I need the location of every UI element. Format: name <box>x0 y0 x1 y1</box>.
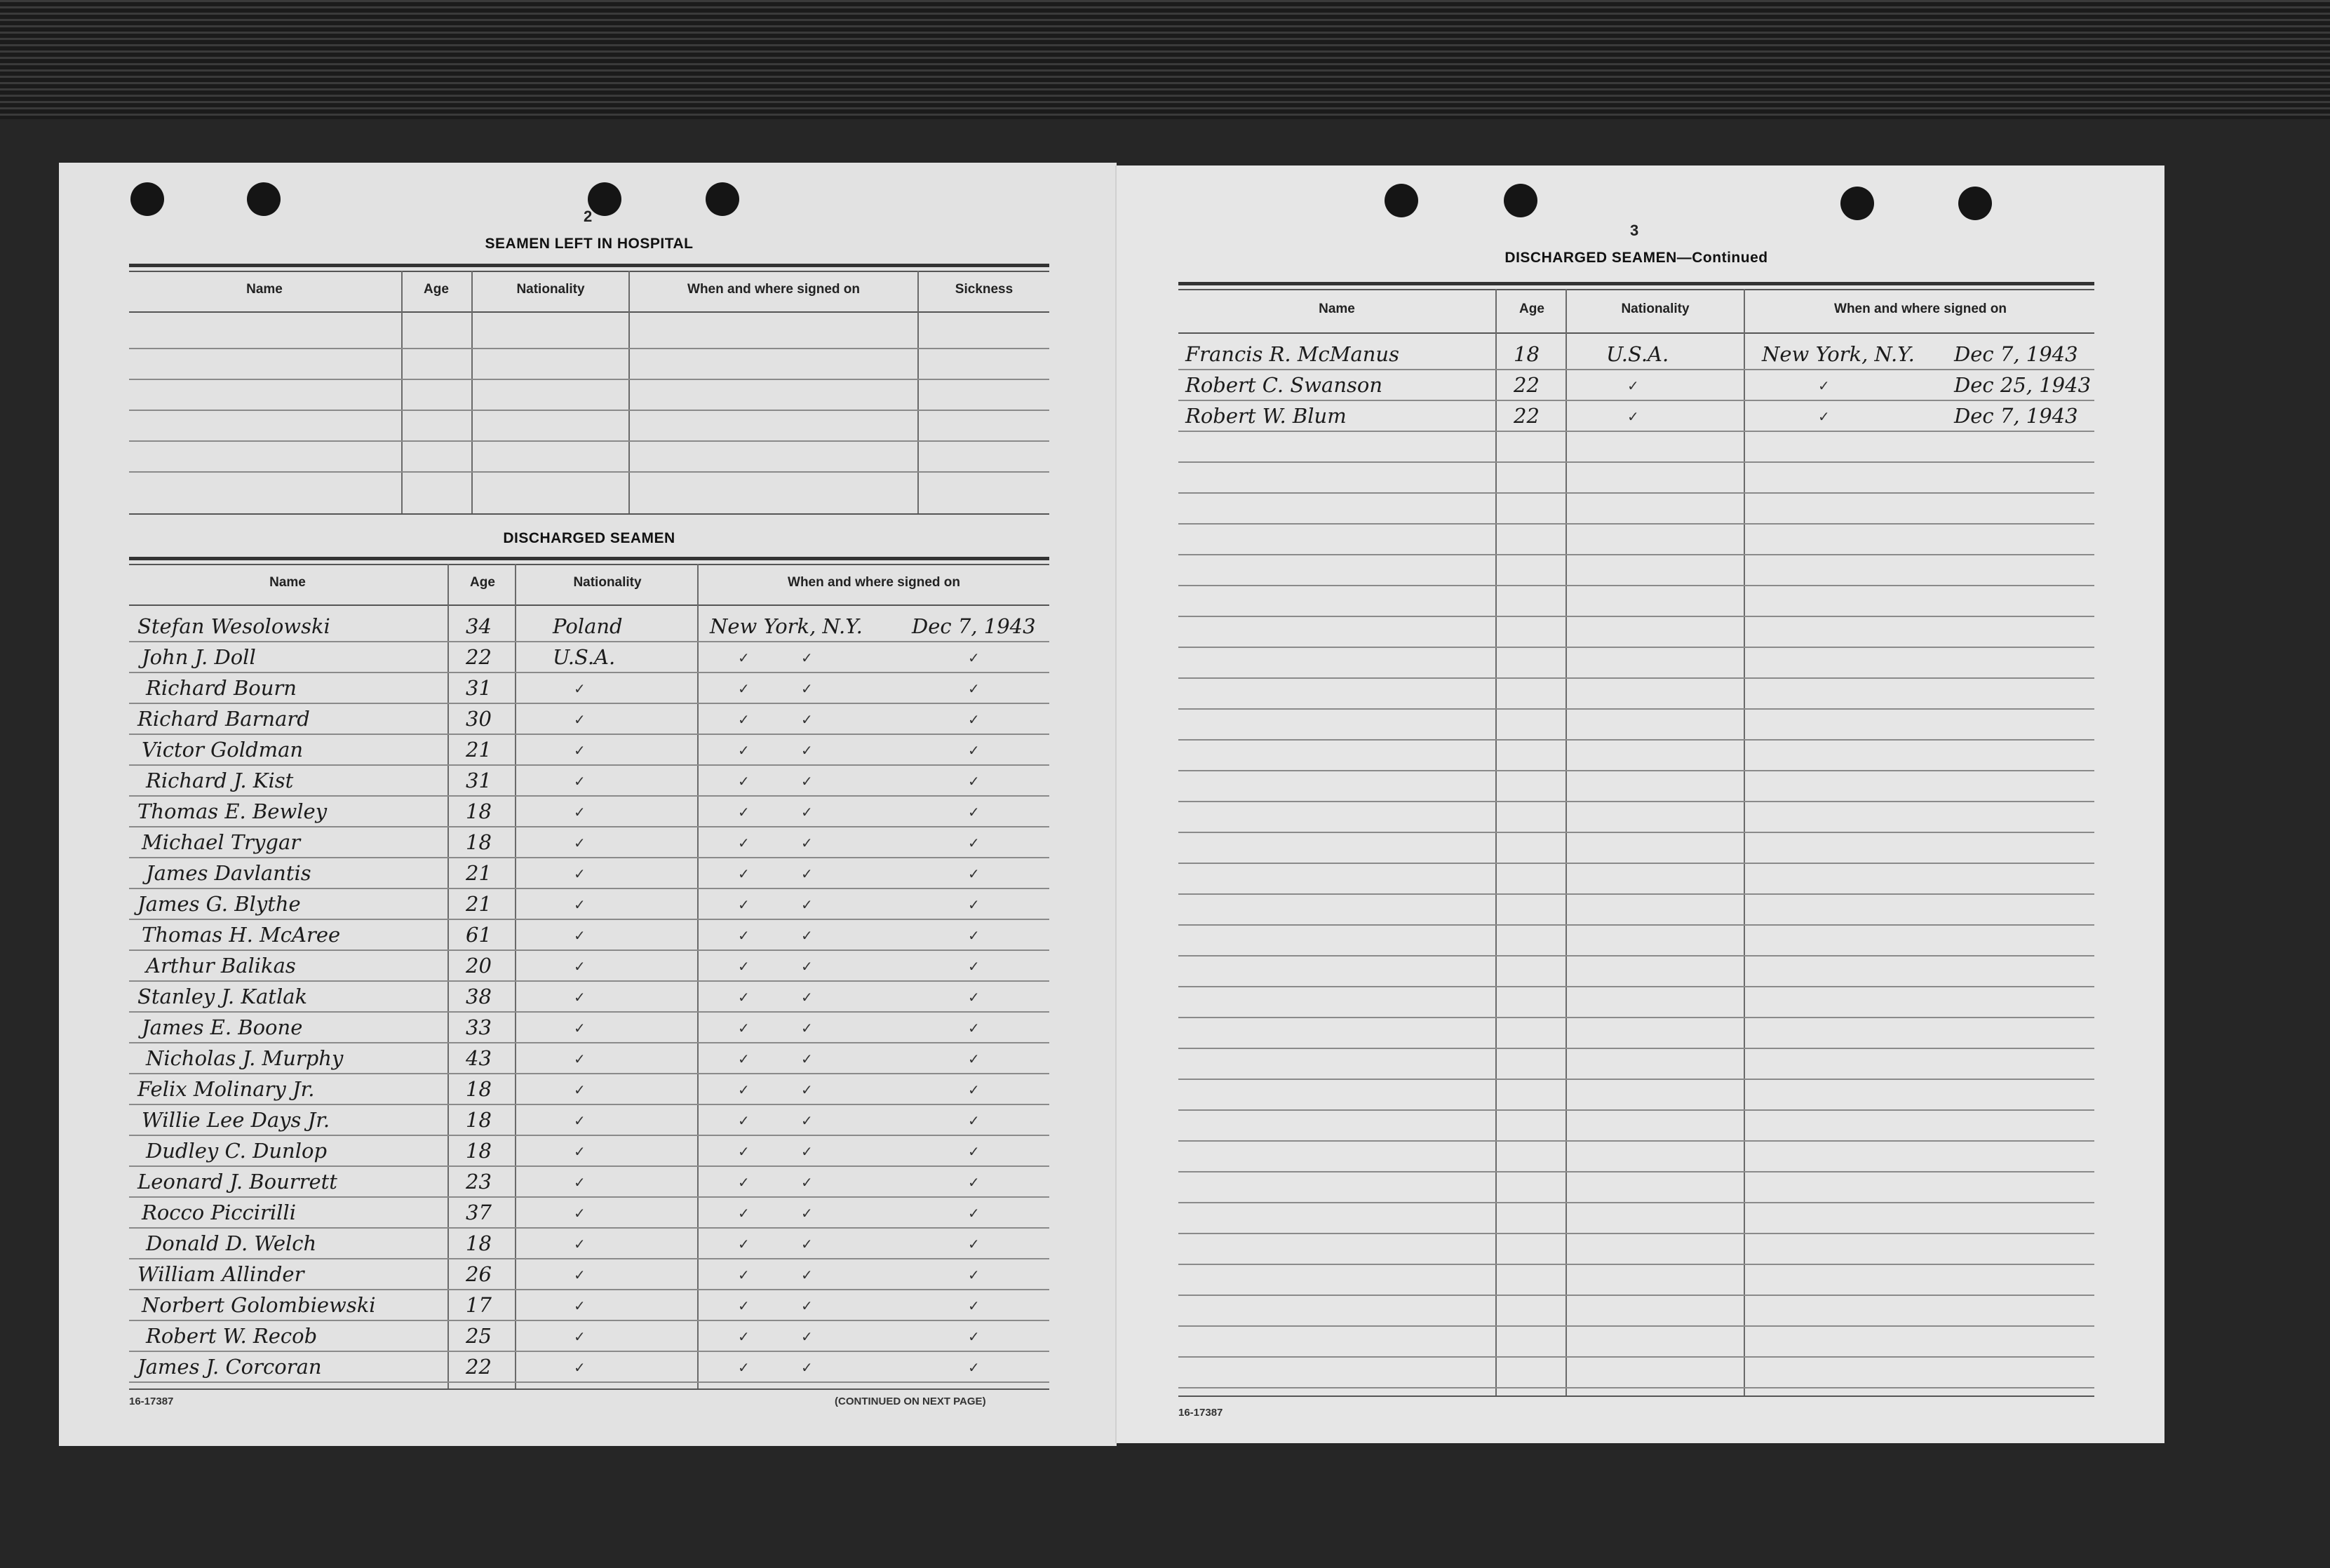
ditto-mark: ✓ <box>738 896 750 913</box>
table-rule <box>1178 1264 2094 1265</box>
table-rule <box>1178 1387 2094 1388</box>
ditto-mark: ✓ <box>574 711 586 728</box>
seaman-name: James G. Blythe <box>137 892 301 916</box>
ditto-mark: ✓ <box>801 1359 813 1376</box>
ditto-mark: ✓ <box>738 1050 750 1067</box>
ditto-mark: ✓ <box>801 1205 813 1222</box>
punch-hole <box>1504 184 1537 217</box>
ditto-mark: ✓ <box>574 834 586 851</box>
ditto-mark: ✓ <box>738 989 750 1006</box>
ditto-mark: ✓ <box>968 958 980 975</box>
seaman-name: Thomas E. Bewley <box>137 799 328 823</box>
column-divider <box>1744 289 1745 1397</box>
table-rule <box>1178 1017 2094 1018</box>
ditto-mark: ✓ <box>738 1174 750 1191</box>
punch-hole <box>1385 184 1418 217</box>
seaman-name: Stanley J. Katlak <box>137 985 308 1008</box>
ditto-mark: ✓ <box>738 1112 750 1129</box>
seaman-name: Robert C. Swanson <box>1185 373 1383 397</box>
seaman-name: Nicholas J. Murphy <box>146 1046 344 1070</box>
ditto-mark: ✓ <box>738 927 750 944</box>
table-rule <box>1178 1202 2094 1203</box>
ditto-mark: ✓ <box>738 1297 750 1314</box>
column-divider <box>471 271 473 515</box>
form-number: 16-17387 <box>129 1395 174 1407</box>
ditto-mark: ✓ <box>738 742 750 759</box>
seaman-nationality: U.S.A. <box>553 645 616 669</box>
table-rule <box>129 1073 1049 1074</box>
table-rule <box>129 641 1049 642</box>
ditto-mark: ✓ <box>968 680 980 697</box>
ditto-mark: ✓ <box>801 989 813 1006</box>
ditto-mark: ✓ <box>574 742 586 759</box>
seaman-age: 34 <box>466 614 492 638</box>
seaman-age: 61 <box>466 923 492 947</box>
ditto-mark: ✓ <box>968 711 980 728</box>
ditto-mark: ✓ <box>574 1143 586 1160</box>
signed-on-date: Dec 7, 1943 <box>1954 342 2078 366</box>
table-rule <box>1178 289 2094 290</box>
seaman-age: 22 <box>466 645 492 669</box>
ditto-mark: ✓ <box>968 989 980 1006</box>
ditto-mark: ✓ <box>801 1112 813 1129</box>
table-rule <box>129 703 1049 704</box>
table-rule <box>1178 801 2094 802</box>
ditto-mark: ✓ <box>574 1328 586 1345</box>
table-rule <box>1178 1233 2094 1234</box>
seaman-age: 30 <box>466 707 492 731</box>
ditto-mark: ✓ <box>738 711 750 728</box>
seaman-age: 25 <box>466 1324 492 1348</box>
table-rule <box>129 1135 1049 1136</box>
signed-on-date: Dec 7, 1943 <box>1954 404 2078 428</box>
ditto-mark: ✓ <box>801 1236 813 1252</box>
table-rule <box>1178 955 2094 957</box>
table-rule <box>129 1388 1049 1390</box>
table-rule <box>1178 431 2094 432</box>
table-rule <box>129 1165 1049 1167</box>
ditto-mark: ✓ <box>738 773 750 790</box>
table-rule <box>129 564 1049 565</box>
ditto-mark: ✓ <box>1818 377 1830 394</box>
ditto-mark: ✓ <box>801 1297 813 1314</box>
table-rule <box>1178 1395 2094 1397</box>
seaman-name: Leonard J. Bourrett <box>137 1170 337 1194</box>
seaman-name: James J. Corcoran <box>137 1355 322 1379</box>
table-rule <box>1178 523 2094 525</box>
ditto-mark: ✓ <box>968 834 980 851</box>
table-rule <box>129 1351 1049 1352</box>
signed-on-date: Dec 25, 1943 <box>1954 373 2092 397</box>
ditto-mark: ✓ <box>801 649 813 666</box>
table-rule <box>129 857 1049 858</box>
ditto-mark: ✓ <box>574 773 586 790</box>
ditto-mark: ✓ <box>968 1205 980 1222</box>
table-rule <box>129 919 1049 920</box>
ditto-mark: ✓ <box>738 680 750 697</box>
table-rule <box>1178 461 2094 463</box>
column-divider <box>917 271 919 515</box>
ditto-mark: ✓ <box>968 1020 980 1036</box>
ditto-mark: ✓ <box>738 649 750 666</box>
table-rule <box>1178 369 2094 370</box>
table-rule <box>1178 1048 2094 1049</box>
seaman-name: Donald D. Welch <box>146 1231 317 1255</box>
ditto-mark: ✓ <box>968 927 980 944</box>
punch-hole <box>247 182 281 216</box>
table-rule <box>1178 739 2094 741</box>
seaman-age: 21 <box>466 892 492 916</box>
form-number: 16-17387 <box>1178 1407 1223 1419</box>
film-border <box>0 0 2330 119</box>
table-rule <box>1178 893 2094 895</box>
continued-note: (CONTINUED ON NEXT PAGE) <box>835 1395 986 1407</box>
ditto-mark: ✓ <box>738 865 750 882</box>
column-header: Age <box>470 575 495 590</box>
ditto-mark: ✓ <box>801 958 813 975</box>
seaman-age: 22 <box>466 1355 492 1379</box>
seaman-age: 38 <box>466 985 492 1008</box>
ditto-mark: ✓ <box>801 1174 813 1191</box>
column-divider <box>697 564 699 1390</box>
table-rule <box>1178 924 2094 926</box>
page-number: 2 <box>584 208 593 225</box>
ditto-mark: ✓ <box>801 896 813 913</box>
ditto-mark: ✓ <box>574 989 586 1006</box>
ditto-mark: ✓ <box>738 1266 750 1283</box>
seaman-age: 31 <box>466 676 492 700</box>
ditto-mark: ✓ <box>574 1297 586 1314</box>
signed-on-date: Dec 7, 1943 <box>912 614 1036 638</box>
seaman-age: 21 <box>466 738 492 762</box>
punch-hole <box>1840 187 1874 220</box>
ditto-mark: ✓ <box>738 1236 750 1252</box>
table-rule <box>1178 1140 2094 1142</box>
hospital-section-title: SEAMEN LEFT IN HOSPITAL <box>485 236 694 252</box>
ditto-mark: ✓ <box>968 1266 980 1283</box>
ditto-mark: ✓ <box>738 804 750 820</box>
punch-hole <box>706 182 739 216</box>
seaman-age: 43 <box>466 1046 492 1070</box>
table-rule <box>1178 647 2094 648</box>
column-header: When and where signed on <box>788 575 960 590</box>
ditto-mark: ✓ <box>738 1143 750 1160</box>
ditto-mark: ✓ <box>738 1020 750 1036</box>
table-rule <box>129 513 1049 515</box>
table-rule <box>129 1258 1049 1259</box>
ditto-mark: ✓ <box>738 1205 750 1222</box>
table-rule <box>1178 677 2094 679</box>
column-header: Name <box>269 575 306 590</box>
table-rule <box>1178 282 2094 285</box>
ditto-mark: ✓ <box>968 1143 980 1160</box>
ditto-mark: ✓ <box>801 927 813 944</box>
seaman-name: Victor Goldman <box>142 738 304 762</box>
table-rule <box>129 764 1049 766</box>
table-rule <box>129 604 1049 606</box>
ditto-mark: ✓ <box>801 1143 813 1160</box>
column-header: Age <box>424 282 449 297</box>
ditto-mark: ✓ <box>801 1020 813 1036</box>
seaman-age: 18 <box>466 830 492 854</box>
ditto-mark: ✓ <box>801 1050 813 1067</box>
table-rule <box>129 264 1049 267</box>
seaman-name: John J. Doll <box>142 645 256 669</box>
seaman-age: 18 <box>466 1077 492 1101</box>
ditto-mark: ✓ <box>738 834 750 851</box>
table-rule <box>129 734 1049 735</box>
seaman-name: Felix Molinary Jr. <box>137 1077 315 1101</box>
table-rule <box>1178 1325 2094 1327</box>
ditto-mark: ✓ <box>968 1050 980 1067</box>
seaman-name: Dudley C. Dunlop <box>146 1139 328 1163</box>
ditto-mark: ✓ <box>801 680 813 697</box>
ditto-mark: ✓ <box>738 1359 750 1376</box>
ditto-mark: ✓ <box>968 1236 980 1252</box>
column-divider <box>515 564 516 1390</box>
seaman-name: Willie Lee Days Jr. <box>142 1108 330 1132</box>
ditto-mark: ✓ <box>574 1081 586 1098</box>
table-rule <box>1178 1109 2094 1111</box>
table-rule <box>1178 554 2094 555</box>
column-divider <box>628 271 630 515</box>
seaman-age: 17 <box>466 1293 492 1317</box>
signed-on-place: New York, N.Y. <box>1762 342 1915 366</box>
seaman-age: 26 <box>466 1262 492 1286</box>
table-rule <box>1178 585 2094 586</box>
ditto-mark: ✓ <box>801 1081 813 1098</box>
column-divider <box>401 271 403 515</box>
table-rule <box>129 672 1049 673</box>
ditto-mark: ✓ <box>574 896 586 913</box>
ditto-mark: ✓ <box>574 1050 586 1067</box>
ditto-mark: ✓ <box>801 834 813 851</box>
punch-hole <box>588 182 621 216</box>
seaman-name: Richard Barnard <box>137 707 310 731</box>
seaman-name: Michael Trygar <box>142 830 301 854</box>
table-rule <box>129 980 1049 982</box>
seaman-age: 33 <box>466 1015 492 1039</box>
column-header: Nationality <box>573 575 642 590</box>
table-rule <box>129 949 1049 951</box>
ditto-mark: ✓ <box>574 1236 586 1252</box>
seaman-name: Norbert Golombiewski <box>142 1293 376 1317</box>
column-header: Nationality <box>516 282 585 297</box>
ditto-mark: ✓ <box>738 1328 750 1345</box>
ditto-mark: ✓ <box>801 865 813 882</box>
seaman-age: 18 <box>466 1108 492 1132</box>
seaman-nationality: Poland <box>553 614 623 638</box>
ditto-mark: ✓ <box>574 865 586 882</box>
seaman-name: Robert W. Blum <box>1185 404 1347 428</box>
seaman-age: 21 <box>466 861 492 885</box>
seaman-name: James Davlantis <box>146 861 311 885</box>
seaman-age: 18 <box>466 1231 492 1255</box>
ditto-mark: ✓ <box>574 927 586 944</box>
ditto-mark: ✓ <box>574 1266 586 1283</box>
table-rule <box>129 1042 1049 1043</box>
ditto-mark: ✓ <box>968 1359 980 1376</box>
ditto-mark: ✓ <box>968 773 980 790</box>
punch-hole <box>130 182 164 216</box>
seaman-age: 22 <box>1514 373 1540 397</box>
seaman-age: 18 <box>466 1139 492 1163</box>
ditto-mark: ✓ <box>968 1081 980 1098</box>
ditto-mark: ✓ <box>574 1359 586 1376</box>
column-header: When and where signed on <box>687 282 860 297</box>
ditto-mark: ✓ <box>574 1112 586 1129</box>
seaman-name: Thomas H. McAree <box>142 923 341 947</box>
ditto-mark: ✓ <box>801 1328 813 1345</box>
table-rule <box>1178 492 2094 494</box>
column-header: Name <box>1319 302 1355 316</box>
column-header: Age <box>1519 302 1544 316</box>
discharged-section-title: DISCHARGED SEAMEN <box>503 530 675 546</box>
table-rule <box>129 471 1049 473</box>
table-rule <box>1178 770 2094 771</box>
page-number: 3 <box>1630 222 1639 239</box>
table-rule <box>129 1381 1049 1383</box>
table-rule <box>129 440 1049 442</box>
table-rule <box>129 348 1049 349</box>
seaman-name: William Allinder <box>137 1262 304 1286</box>
ditto-mark: ✓ <box>968 1174 980 1191</box>
table-rule <box>1178 708 2094 710</box>
seaman-age: 23 <box>466 1170 492 1194</box>
column-divider <box>1565 289 1567 1397</box>
ditto-mark: ✓ <box>968 865 980 882</box>
seaman-name: Arthur Balikas <box>146 954 296 978</box>
ditto-mark: ✓ <box>968 1297 980 1314</box>
ditto-mark: ✓ <box>801 1266 813 1283</box>
continued-section-title: DISCHARGED SEAMEN—Continued <box>1504 250 1768 266</box>
table-rule <box>1178 863 2094 864</box>
table-rule <box>1178 1171 2094 1172</box>
table-rule <box>129 1289 1049 1290</box>
seaman-name: Robert W. Recob <box>146 1324 318 1348</box>
ditto-mark: ✓ <box>968 804 980 820</box>
ditto-mark: ✓ <box>801 804 813 820</box>
table-rule <box>1178 400 2094 401</box>
table-rule <box>129 826 1049 827</box>
table-rule <box>1178 832 2094 833</box>
seaman-name: Richard Bourn <box>146 676 297 700</box>
table-rule <box>129 1104 1049 1105</box>
seaman-name: Rocco Piccirilli <box>142 1201 296 1224</box>
table-rule <box>129 1011 1049 1013</box>
ditto-mark: ✓ <box>574 1174 586 1191</box>
table-rule <box>1178 1295 2094 1296</box>
seaman-age: 20 <box>466 954 492 978</box>
ditto-mark: ✓ <box>968 742 980 759</box>
table-rule <box>129 1227 1049 1229</box>
table-rule <box>1178 332 2094 334</box>
seaman-age: 37 <box>466 1201 492 1224</box>
column-divider <box>1495 289 1497 1397</box>
ditto-mark: ✓ <box>574 1205 586 1222</box>
ditto-mark: ✓ <box>968 896 980 913</box>
table-rule <box>1178 616 2094 617</box>
signed-on-place: New York, N.Y. <box>710 614 863 638</box>
seaman-age: 18 <box>1514 342 1540 366</box>
seaman-nationality: U.S.A. <box>1606 342 1669 366</box>
ditto-mark: ✓ <box>968 649 980 666</box>
column-header: Name <box>246 282 283 297</box>
ditto-mark: ✓ <box>801 711 813 728</box>
seaman-name: Francis R. McManus <box>1185 342 1399 366</box>
table-rule <box>129 379 1049 380</box>
ditto-mark: ✓ <box>1627 408 1639 425</box>
seaman-age: 18 <box>466 799 492 823</box>
column-header: Nationality <box>1621 302 1690 316</box>
table-rule <box>1178 1356 2094 1358</box>
table-rule <box>129 1320 1049 1321</box>
column-divider <box>447 564 449 1390</box>
ditto-mark: ✓ <box>738 1081 750 1098</box>
table-rule <box>1178 1079 2094 1080</box>
table-rule <box>129 795 1049 797</box>
seaman-name: James E. Boone <box>142 1015 303 1039</box>
ditto-mark: ✓ <box>1627 377 1639 394</box>
table-rule <box>1178 986 2094 987</box>
seaman-name: Stefan Wesolowski <box>137 614 330 638</box>
ditto-mark: ✓ <box>574 958 586 975</box>
column-header: Sickness <box>955 282 1014 297</box>
ditto-mark: ✓ <box>574 680 586 697</box>
table-rule <box>129 271 1049 272</box>
ditto-mark: ✓ <box>574 804 586 820</box>
column-header: When and where signed on <box>1834 302 2007 316</box>
table-rule <box>129 1196 1049 1198</box>
ditto-mark: ✓ <box>574 1020 586 1036</box>
seaman-age: 31 <box>466 769 492 792</box>
punch-hole <box>1958 187 1992 220</box>
table-rule <box>129 557 1049 560</box>
ditto-mark: ✓ <box>801 742 813 759</box>
seaman-age: 22 <box>1514 404 1540 428</box>
seaman-name: Richard J. Kist <box>146 769 294 792</box>
table-rule <box>129 888 1049 889</box>
ditto-mark: ✓ <box>968 1112 980 1129</box>
ditto-mark: ✓ <box>738 958 750 975</box>
table-rule <box>129 311 1049 313</box>
ditto-mark: ✓ <box>801 773 813 790</box>
ditto-mark: ✓ <box>968 1328 980 1345</box>
ditto-mark: ✓ <box>1818 408 1830 425</box>
table-rule <box>129 410 1049 411</box>
